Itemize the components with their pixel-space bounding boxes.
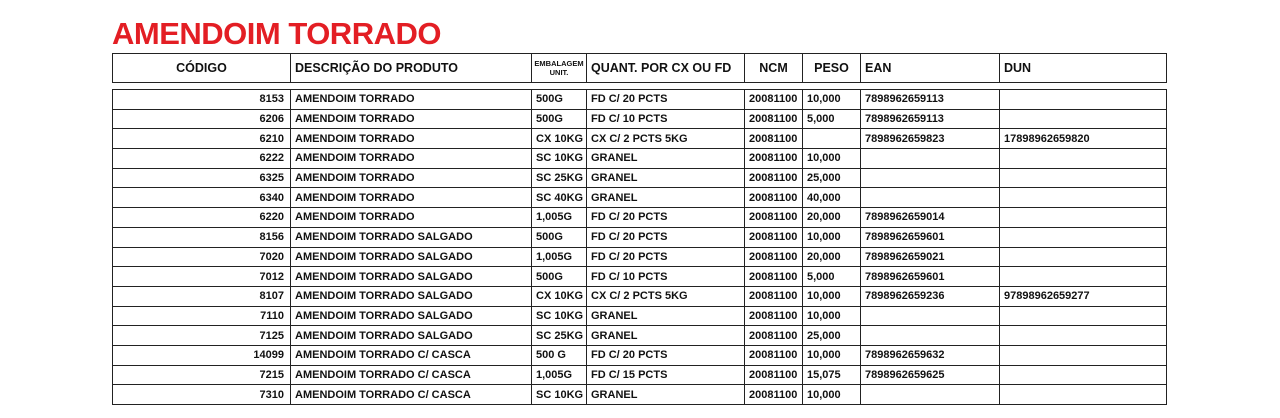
cell-peso: 10,000 (803, 227, 861, 247)
cell-embalagem: 500G (532, 227, 587, 247)
table-row (113, 208, 1167, 228)
cell-quantidade: FD C/ 20 PCTS (587, 208, 745, 228)
header-codigo: CÓDIGO (113, 54, 291, 83)
cell-ncm: 20081100 (745, 247, 803, 267)
cell-codigo: 6206 (113, 109, 291, 129)
cell-codigo: 7125 (113, 326, 291, 346)
cell-embalagem: SC 40KG (532, 188, 587, 208)
cell-embalagem: 1,005G (532, 247, 587, 267)
header-quantidade: QUANT. POR CX OU FD (587, 54, 745, 83)
cell-ncm: 20081100 (745, 306, 803, 326)
cell-ean: 7898962659601 (861, 267, 1000, 287)
cell-quantidade: CX C/ 2 PCTS 5KG (587, 286, 745, 306)
cell-ean: 7898962659113 (861, 90, 1000, 110)
cell-peso: 15,075 (803, 365, 861, 385)
cell-peso: 20,000 (803, 208, 861, 228)
cell-ncm: 20081100 (745, 385, 803, 405)
cell-ean (861, 385, 1000, 405)
table-row (113, 129, 1167, 149)
cell-dun (1000, 168, 1167, 188)
cell-dun (1000, 90, 1167, 110)
cell-ncm: 20081100 (745, 326, 803, 346)
cell-dun (1000, 267, 1167, 287)
header-table (112, 53, 1167, 83)
cell-dun (1000, 385, 1167, 405)
cell-peso: 5,000 (803, 109, 861, 129)
table-row (113, 227, 1167, 247)
cell-ean: 7898962659021 (861, 247, 1000, 267)
cell-embalagem: 500G (532, 267, 587, 287)
cell-quantidade: GRANEL (587, 306, 745, 326)
cell-codigo: 7012 (113, 267, 291, 287)
table-row (113, 188, 1167, 208)
table-row (113, 365, 1167, 385)
product-rows (113, 90, 1167, 405)
cell-quantidade: FD C/ 20 PCTS (587, 227, 745, 247)
cell-embalagem: CX 10KG (532, 286, 587, 306)
cell-ean: 7898962659236 (861, 286, 1000, 306)
product-table (112, 89, 1167, 405)
cell-ncm: 20081100 (745, 90, 803, 110)
cell-peso: 25,000 (803, 168, 861, 188)
cell-embalagem: CX 10KG (532, 129, 587, 149)
cell-dun (1000, 365, 1167, 385)
table-row (113, 267, 1167, 287)
cell-ncm: 20081100 (745, 129, 803, 149)
cell-peso: 25,000 (803, 326, 861, 346)
cell-peso: 10,000 (803, 90, 861, 110)
cell-peso: 10,000 (803, 306, 861, 326)
cell-ncm: 20081100 (745, 267, 803, 287)
cell-dun (1000, 149, 1167, 169)
table-row (113, 168, 1167, 188)
cell-quantidade: GRANEL (587, 168, 745, 188)
cell-dun: 97898962659277 (1000, 286, 1167, 306)
cell-descricao: AMENDOIM TORRADO SALGADO (291, 306, 532, 326)
cell-quantidade: FD C/ 20 PCTS (587, 90, 745, 110)
cell-dun (1000, 345, 1167, 365)
cell-embalagem: SC 25KG (532, 326, 587, 346)
cell-codigo: 6222 (113, 149, 291, 169)
cell-ean: 7898962659601 (861, 227, 1000, 247)
cell-quantidade: FD C/ 20 PCTS (587, 247, 745, 267)
cell-quantidade: FD C/ 20 PCTS (587, 345, 745, 365)
cell-quantidade: GRANEL (587, 385, 745, 405)
header-descricao: DESCRIÇÃO DO PRODUTO (291, 54, 532, 83)
cell-dun (1000, 247, 1167, 267)
table-row (113, 326, 1167, 346)
cell-descricao: AMENDOIM TORRADO SALGADO (291, 326, 532, 346)
cell-peso: 40,000 (803, 188, 861, 208)
cell-descricao: AMENDOIM TORRADO (291, 90, 532, 110)
cell-dun (1000, 188, 1167, 208)
cell-codigo: 8153 (113, 90, 291, 110)
cell-descricao: AMENDOIM TORRADO (291, 149, 532, 169)
cell-peso (803, 129, 861, 149)
cell-codigo: 6220 (113, 208, 291, 228)
cell-codigo: 8156 (113, 227, 291, 247)
header-embalagem: EMBALAGEM UNIT. (532, 54, 587, 83)
cell-quantidade: FD C/ 15 PCTS (587, 365, 745, 385)
cell-quantidade: FD C/ 10 PCTS (587, 267, 745, 287)
header-ean: EAN (861, 54, 1000, 83)
cell-descricao: AMENDOIM TORRADO (291, 129, 532, 149)
cell-quantidade: CX C/ 2 PCTS 5KG (587, 129, 745, 149)
header-ncm: NCM (745, 54, 803, 83)
cell-ncm: 20081100 (745, 168, 803, 188)
cell-dun (1000, 306, 1167, 326)
cell-codigo: 8107 (113, 286, 291, 306)
cell-ncm: 20081100 (745, 365, 803, 385)
cell-descricao: AMENDOIM TORRADO (291, 109, 532, 129)
cell-ean (861, 168, 1000, 188)
cell-codigo: 7020 (113, 247, 291, 267)
cell-codigo: 7110 (113, 306, 291, 326)
cell-ean (861, 149, 1000, 169)
cell-ean: 7898962659113 (861, 109, 1000, 129)
cell-ncm: 20081100 (745, 208, 803, 228)
cell-dun (1000, 326, 1167, 346)
cell-dun: 17898962659820 (1000, 129, 1167, 149)
page-title: AMENDOIM TORRADO (112, 16, 441, 51)
table-row (113, 345, 1167, 365)
cell-descricao: AMENDOIM TORRADO SALGADO (291, 286, 532, 306)
cell-embalagem: 500G (532, 109, 587, 129)
cell-embalagem: 1,005G (532, 365, 587, 385)
table-row (113, 109, 1167, 129)
cell-embalagem: 1,005G (532, 208, 587, 228)
cell-ncm: 20081100 (745, 109, 803, 129)
cell-ean: 7898962659823 (861, 129, 1000, 149)
cell-peso: 20,000 (803, 247, 861, 267)
cell-ean (861, 188, 1000, 208)
cell-descricao: AMENDOIM TORRADO C/ CASCA (291, 365, 532, 385)
cell-embalagem: SC 10KG (532, 385, 587, 405)
cell-dun (1000, 208, 1167, 228)
table-row (113, 90, 1167, 110)
cell-ncm: 20081100 (745, 149, 803, 169)
cell-descricao: AMENDOIM TORRADO SALGADO (291, 247, 532, 267)
cell-descricao: AMENDOIM TORRADO C/ CASCA (291, 345, 532, 365)
cell-embalagem: SC 10KG (532, 306, 587, 326)
cell-descricao: AMENDOIM TORRADO (291, 208, 532, 228)
cell-descricao: AMENDOIM TORRADO SALGADO (291, 227, 532, 247)
cell-ean: 7898962659632 (861, 345, 1000, 365)
cell-codigo: 7310 (113, 385, 291, 405)
cell-peso: 5,000 (803, 267, 861, 287)
cell-ean: 7898962659014 (861, 208, 1000, 228)
cell-peso: 10,000 (803, 345, 861, 365)
cell-quantidade: GRANEL (587, 188, 745, 208)
cell-quantidade: GRANEL (587, 149, 745, 169)
cell-embalagem: SC 25KG (532, 168, 587, 188)
table-row (113, 247, 1167, 267)
cell-ncm: 20081100 (745, 227, 803, 247)
cell-ean: 7898962659625 (861, 365, 1000, 385)
cell-peso: 10,000 (803, 149, 861, 169)
cell-ncm: 20081100 (745, 286, 803, 306)
cell-peso: 10,000 (803, 286, 861, 306)
cell-descricao: AMENDOIM TORRADO (291, 168, 532, 188)
table-row (113, 286, 1167, 306)
cell-codigo: 6210 (113, 129, 291, 149)
cell-peso: 10,000 (803, 385, 861, 405)
cell-descricao: AMENDOIM TORRADO C/ CASCA (291, 385, 532, 405)
cell-descricao: AMENDOIM TORRADO SALGADO (291, 267, 532, 287)
cell-ean (861, 326, 1000, 346)
cell-ncm: 20081100 (745, 345, 803, 365)
cell-ncm: 20081100 (745, 188, 803, 208)
cell-codigo: 7215 (113, 365, 291, 385)
table-row (113, 306, 1167, 326)
cell-quantidade: GRANEL (587, 326, 745, 346)
header-dun: DUN (1000, 54, 1167, 83)
table-row (113, 385, 1167, 405)
table-row (113, 149, 1167, 169)
cell-codigo: 6340 (113, 188, 291, 208)
cell-embalagem: SC 10KG (532, 149, 587, 169)
cell-embalagem: 500 G (532, 345, 587, 365)
cell-codigo: 6325 (113, 168, 291, 188)
cell-codigo: 14099 (113, 345, 291, 365)
cell-descricao: AMENDOIM TORRADO (291, 188, 532, 208)
cell-dun (1000, 109, 1167, 129)
cell-ean (861, 306, 1000, 326)
cell-dun (1000, 227, 1167, 247)
header-peso: PESO (803, 54, 861, 83)
header-row (113, 54, 1167, 83)
cell-embalagem: 500G (532, 90, 587, 110)
cell-quantidade: FD C/ 10 PCTS (587, 109, 745, 129)
